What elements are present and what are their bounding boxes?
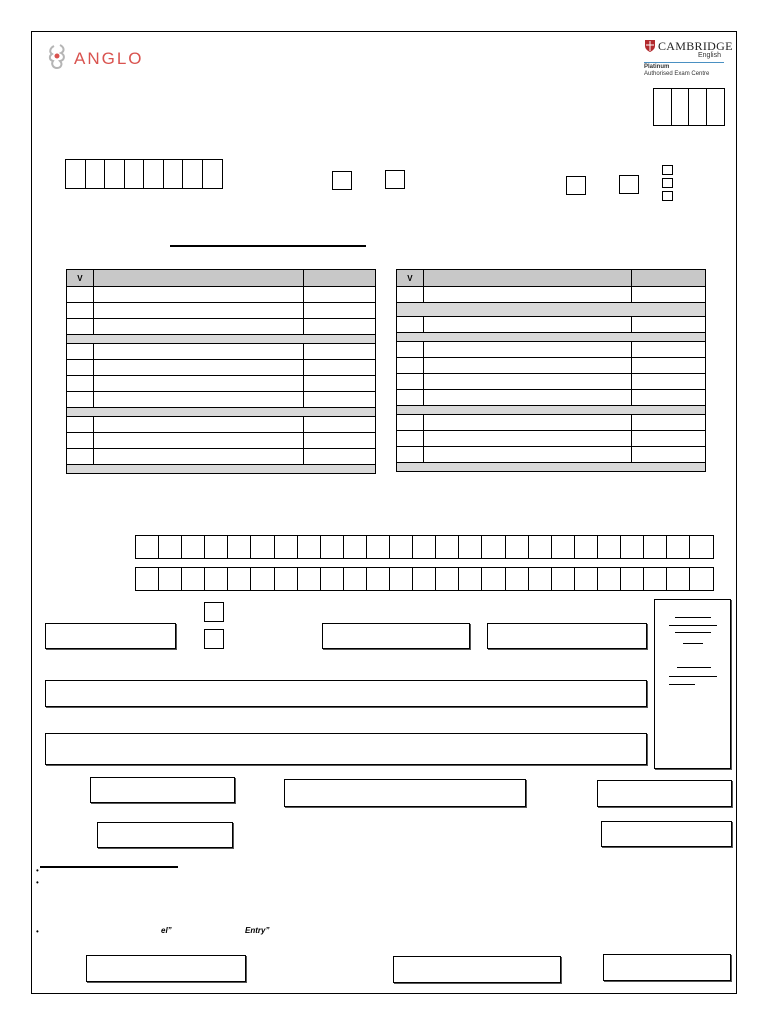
letter-cell[interactable] <box>366 535 391 559</box>
address-field[interactable] <box>45 680 647 707</box>
letter-cell[interactable] <box>458 535 483 559</box>
firstname-cells[interactable] <box>135 567 712 591</box>
digit-cell[interactable] <box>163 159 184 189</box>
letter-cell[interactable] <box>366 567 391 591</box>
checkbox[interactable] <box>566 176 586 195</box>
bullet-2: • <box>36 878 39 887</box>
letter-cell[interactable] <box>551 535 576 559</box>
table-row[interactable] <box>397 390 706 406</box>
bullet-1: • <box>36 866 39 875</box>
check-header: V <box>397 270 424 287</box>
cambridge-sub: English <box>698 52 721 59</box>
digit-cell[interactable] <box>85 159 106 189</box>
checkbox[interactable] <box>204 629 224 649</box>
digit-cell[interactable] <box>124 159 145 189</box>
input-field[interactable] <box>97 822 233 848</box>
letter-cell[interactable] <box>181 567 206 591</box>
photo-line <box>669 676 717 677</box>
note-text-b: Entry” <box>245 926 270 935</box>
photo-line <box>669 625 717 626</box>
section-separator <box>397 463 706 472</box>
section-separator <box>397 333 706 342</box>
letter-cell[interactable] <box>689 567 714 591</box>
table-row[interactable] <box>67 319 376 335</box>
table-row[interactable] <box>397 374 706 390</box>
table-row[interactable] <box>67 417 376 433</box>
letter-cell[interactable] <box>297 535 322 559</box>
digit-cell[interactable] <box>182 159 203 189</box>
table-row[interactable] <box>67 449 376 465</box>
letter-cell[interactable] <box>389 535 414 559</box>
letter-cell[interactable] <box>574 535 599 559</box>
section-separator <box>397 303 706 317</box>
anglo-wordmark: ANGLO <box>74 49 144 68</box>
table-row[interactable] <box>67 376 376 392</box>
code-cells[interactable] <box>653 88 723 126</box>
table-row[interactable] <box>67 303 376 319</box>
photo-line <box>669 684 695 685</box>
input-field[interactable] <box>90 777 235 803</box>
table-row[interactable] <box>397 431 706 447</box>
table-row[interactable] <box>67 287 376 303</box>
small-checkbox[interactable] <box>662 165 673 175</box>
photo-line <box>677 667 711 668</box>
letter-cell[interactable] <box>458 567 483 591</box>
code-cell[interactable] <box>706 88 725 126</box>
table-row[interactable] <box>397 317 706 333</box>
letter-cell[interactable] <box>158 535 183 559</box>
letter-cell[interactable] <box>505 535 530 559</box>
anglo-emblem-icon <box>46 43 70 71</box>
small-checkbox[interactable] <box>662 178 673 188</box>
right-course-table <box>396 269 706 472</box>
centre-level: Platinum <box>644 64 670 70</box>
input-field[interactable] <box>284 779 526 807</box>
letter-cell[interactable] <box>481 535 506 559</box>
digit-cell[interactable] <box>65 159 86 189</box>
letter-cell[interactable] <box>666 535 691 559</box>
cambridge-shield-icon <box>644 39 656 53</box>
section-separator <box>67 335 376 344</box>
checkbox[interactable] <box>385 170 405 189</box>
letter-cell[interactable] <box>250 535 275 559</box>
input-field[interactable] <box>601 821 732 847</box>
photo-line <box>675 632 711 633</box>
letter-cell[interactable] <box>620 567 645 591</box>
digit-cell[interactable] <box>202 159 223 189</box>
letter-cell[interactable] <box>135 535 160 559</box>
left-course-table <box>66 269 376 474</box>
section-separator <box>397 406 706 415</box>
letter-cell[interactable] <box>250 567 275 591</box>
letter-cell[interactable] <box>689 535 714 559</box>
checkbox[interactable] <box>332 171 352 190</box>
letter-cell[interactable] <box>412 535 437 559</box>
letter-cell[interactable] <box>597 567 622 591</box>
letter-cell[interactable] <box>343 567 368 591</box>
bullet-3: • <box>36 927 39 936</box>
notes-field[interactable] <box>45 733 647 765</box>
note-text-a: el” <box>161 926 172 935</box>
table-row[interactable] <box>397 415 706 431</box>
letter-cell[interactable] <box>481 567 506 591</box>
letter-cell[interactable] <box>204 535 229 559</box>
letter-cell[interactable] <box>158 567 183 591</box>
code-cell[interactable] <box>671 88 690 126</box>
photo-line <box>675 617 711 618</box>
letter-cell[interactable] <box>528 535 553 559</box>
letter-cell[interactable] <box>551 567 576 591</box>
letter-cell[interactable] <box>505 567 530 591</box>
letter-cell[interactable] <box>412 567 437 591</box>
date-field[interactable] <box>393 956 561 983</box>
cambridge-rule <box>644 62 724 63</box>
letter-cell[interactable] <box>274 535 299 559</box>
digit-cell[interactable] <box>143 159 164 189</box>
section-separator <box>67 408 376 417</box>
small-checkbox[interactable] <box>662 191 673 201</box>
code-cell[interactable] <box>688 88 707 126</box>
letter-cell[interactable] <box>597 535 622 559</box>
cambridge-logo <box>644 38 733 80</box>
letter-cell[interactable] <box>389 567 414 591</box>
letter-cell[interactable] <box>297 567 322 591</box>
letter-cell[interactable] <box>620 535 645 559</box>
letter-cell[interactable] <box>320 535 345 559</box>
letter-cell[interactable] <box>204 567 229 591</box>
letter-cell[interactable] <box>435 535 460 559</box>
anglo-logo <box>46 43 146 73</box>
input-field[interactable] <box>487 623 647 649</box>
letter-cell[interactable] <box>227 535 252 559</box>
digit-cell[interactable] <box>104 159 125 189</box>
letter-cell[interactable] <box>643 567 668 591</box>
centre-label: Authorised Exam Centre <box>644 71 710 77</box>
cambridge-wordmark: CAMBRIDGE <box>658 39 733 53</box>
table-row[interactable] <box>67 344 376 360</box>
signature-field[interactable] <box>86 955 246 982</box>
table-row[interactable] <box>67 433 376 449</box>
section-separator <box>67 465 376 474</box>
input-field[interactable] <box>45 623 176 649</box>
letter-cell[interactable] <box>274 567 299 591</box>
table-row[interactable] <box>67 392 376 408</box>
table-row[interactable] <box>67 360 376 376</box>
input-field[interactable] <box>322 623 470 649</box>
table-row[interactable] <box>397 342 706 358</box>
photo-line <box>683 643 703 644</box>
input-field[interactable] <box>603 954 731 981</box>
notes-underline <box>40 866 178 868</box>
letter-cell[interactable] <box>528 567 553 591</box>
letter-cell[interactable] <box>666 567 691 591</box>
letter-cell[interactable] <box>343 535 368 559</box>
surname-cells[interactable] <box>135 535 712 559</box>
letter-cell[interactable] <box>135 567 160 591</box>
table-row[interactable] <box>397 447 706 463</box>
photo-box[interactable] <box>654 599 731 769</box>
table-row[interactable] <box>397 358 706 374</box>
candidate-number-cells[interactable] <box>65 159 221 189</box>
input-field[interactable] <box>597 780 732 807</box>
letter-cell[interactable] <box>643 535 668 559</box>
letter-cell[interactable] <box>181 535 206 559</box>
letter-cell[interactable] <box>435 567 460 591</box>
letter-cell[interactable] <box>320 567 345 591</box>
table-row[interactable] <box>397 287 706 303</box>
code-cell[interactable] <box>653 88 672 126</box>
letter-cell[interactable] <box>227 567 252 591</box>
checkbox[interactable] <box>619 175 639 194</box>
check-header: V <box>67 270 94 287</box>
title-underline <box>170 245 366 247</box>
checkbox[interactable] <box>204 602 224 622</box>
letter-cell[interactable] <box>574 567 599 591</box>
